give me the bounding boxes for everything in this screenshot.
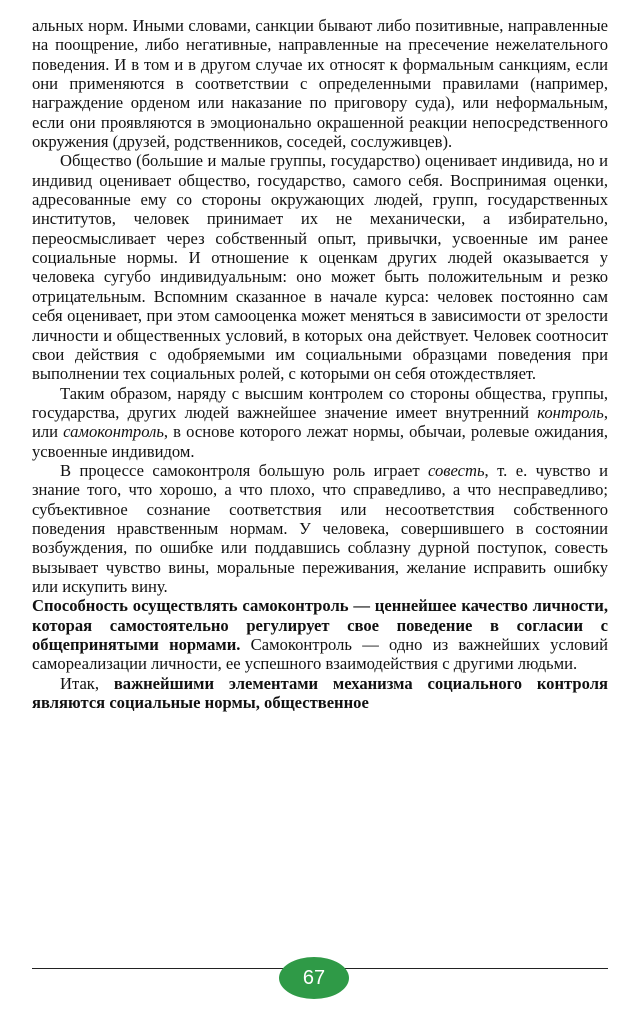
text-run: , или bbox=[32, 402, 608, 442]
text-run: Итак, bbox=[60, 673, 114, 693]
bold-conclusion: важнейшими элементами механизма социального контроля являются социальные нормы, общественное bbox=[32, 673, 608, 713]
text-run: , в основе которого лежат нормы, обычаи, ролевые ожидания, усвоенные индивидом. bbox=[32, 422, 608, 461]
page-body bbox=[32, 16, 608, 712]
bold-definition: Способность осуществлять самоконтроль — ценнейшее качество личности, которая самостоятельно регулирует свое поведение в согласии с общепринятыми нормами. bbox=[32, 596, 608, 654]
paragraph-self-control bbox=[32, 384, 608, 461]
paragraph-evaluation: Общество (большие и малые группы, государство) оценивает индивида, но и индивид оценивает общество, государство, самого себя. Воспринимая оценки, адресованные ему со стороны окружающих людей, групп, государственных институтов, человек принимает их не механически, а избирательно, переосмысливает через собственный опыт, привычки, усвоенные им ранее социальные нормы. И отношение к оценкам других людей оказывается у человека сугубо индивидуальным: оно может быть положительным и резко отрицательным. Вспомним сказанное в начале курса: человек постоянно сам себя оценивает, при этом самооценка может меняться в зависимости от зрелости личности и общественных условий, в которых она действует. Человек соотносит свои действия с одобряемыми им социальными образцами поведения при выполнении тех социальных ролей, с которыми он себя отождествляет. bbox=[32, 151, 608, 384]
text-run: Самоконтроль — одно из важнейших условий самореализации личности, ее успешного взаимодействия с другими людьми. bbox=[32, 635, 608, 674]
text-run: , т. е. чувство и знание того, что хорошо, а что плохо, что справедливо, а что несправедливо; субъективное сознание соответствия или несоответствия собственного поведения нравственным нормам. У человека, совершившего в состоянии возбуждения, по ошибке или поддавшись соблазну дурной поступок, совесть вызывает чувство вины, моральные переживания, желание исправить ошибку или искупить вину. bbox=[32, 460, 608, 596]
text-run: В процессе самоконтроля большую роль играет bbox=[60, 460, 429, 480]
italic-term-self-control: самоконтроль bbox=[63, 422, 164, 442]
page-number: 67 bbox=[302, 966, 326, 989]
page-number-badge bbox=[279, 957, 349, 999]
italic-term-conscience: совесть bbox=[428, 460, 485, 480]
paragraph-conscience bbox=[32, 461, 608, 596]
italic-term-control: контроль bbox=[537, 402, 604, 422]
paragraph-conclusion bbox=[32, 674, 608, 713]
paragraph-definition bbox=[32, 596, 608, 673]
paragraph-sanctions: альных норм. Иными словами, санкции бывают либо позитивные, направленные на поощрение, либо негативные, направленные на пресечение нежелательного поведения. И в том и в другом случае их относят к формальным санкциям, если они применяются в соответствии с определенными правилами (например, награждение орденом или наказание по приговору суда), или неформальным, если они проявляются в эмоционально окрашенной реакции непосредственного окружения (друзей, родственников, соседей, сослуживцев). bbox=[32, 16, 608, 152]
text-run: Таким образом, наряду с высшим контролем со стороны общества, группы, государства, других людей важнейшее значение имеет внутренний bbox=[32, 383, 608, 422]
